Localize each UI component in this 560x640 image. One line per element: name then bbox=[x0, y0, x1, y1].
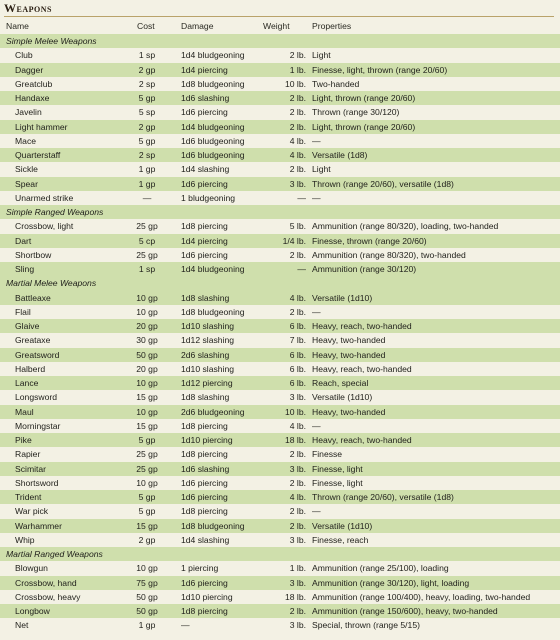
category-row bbox=[0, 205, 560, 219]
category-label: Martial Melee Weapons bbox=[6, 278, 97, 289]
category-row bbox=[0, 34, 560, 48]
table-row bbox=[0, 248, 560, 262]
table-row bbox=[0, 376, 560, 390]
cell-properties: Light, thrown (range 20/60) bbox=[312, 93, 416, 103]
cell-cost: 15 gp bbox=[136, 392, 158, 403]
cell-weight: 4 lb. bbox=[289, 420, 306, 431]
cell-damage: 1d8 slashing bbox=[181, 292, 230, 303]
cell-name: Dart bbox=[15, 235, 32, 246]
cell-cost: 25 gp bbox=[136, 463, 158, 474]
cell-properties: Finesse, thrown (range 20/60) bbox=[312, 235, 427, 246]
cell-damage: 2d6 slashing bbox=[181, 349, 230, 360]
cell-weight: 7 lb. bbox=[289, 335, 306, 346]
cell-damage: 1d4 slashing bbox=[181, 164, 230, 175]
cell-name: Dagger bbox=[15, 64, 44, 75]
cell-properties: Heavy, reach, two-handed bbox=[312, 321, 412, 331]
cell-cost: 50 gp bbox=[136, 591, 158, 602]
table-row bbox=[0, 604, 560, 618]
cell-cost: 5 gp bbox=[138, 435, 156, 445]
cell-properties: Versatile (1d8) bbox=[312, 150, 368, 160]
cell-weight: 18 lb. bbox=[284, 591, 306, 602]
cell-properties: Versatile (1d10) bbox=[312, 392, 373, 403]
cell-weight: 6 lb. bbox=[289, 321, 306, 331]
table-row bbox=[0, 362, 560, 376]
cell-cost: 2 gp bbox=[138, 64, 156, 75]
cell-name: Morningstar bbox=[15, 420, 61, 431]
cell-cost: 5 gp bbox=[138, 492, 156, 502]
cell-weight: 6 lb. bbox=[289, 349, 306, 360]
table-row bbox=[0, 576, 560, 590]
cell-weight: 1/4 lb. bbox=[282, 235, 306, 246]
table-header bbox=[0, 18, 560, 34]
header-damage: Damage bbox=[181, 21, 214, 31]
cell-damage: 1d8 piercing bbox=[181, 420, 228, 431]
cell-cost: 10 gp bbox=[136, 477, 158, 488]
cell-weight: 2 lb. bbox=[289, 107, 306, 118]
cell-damage: 1 bludgeoning bbox=[181, 192, 236, 203]
cell-properties: — bbox=[312, 506, 321, 517]
cell-cost: 20 gp bbox=[136, 363, 158, 374]
cell-weight: 1 lb. bbox=[289, 64, 306, 75]
cell-weight: 5 lb. bbox=[289, 221, 306, 232]
table-row bbox=[0, 162, 560, 176]
cell-name: Longbow bbox=[15, 606, 50, 616]
table-row bbox=[0, 91, 560, 105]
table-row bbox=[0, 476, 560, 490]
category-label: Simple Ranged Weapons bbox=[6, 207, 104, 217]
cell-name: Club bbox=[15, 50, 33, 61]
cell-properties: Ammunition (range 100/400), heavy, loading, two-handed bbox=[312, 591, 531, 602]
cell-cost: 5 gp bbox=[138, 135, 156, 146]
cell-weight: 2 lb. bbox=[289, 121, 306, 132]
cell-weight: 2 lb. bbox=[289, 506, 306, 517]
cell-weight: 3 lb. bbox=[289, 577, 306, 588]
cell-cost: 1 sp bbox=[138, 50, 156, 61]
table-row bbox=[0, 348, 560, 362]
cell-name: Light hammer bbox=[15, 121, 68, 132]
cell-properties: Ammunition (range 30/120) bbox=[312, 264, 417, 274]
cell-properties: Light, thrown (range 20/60) bbox=[312, 121, 416, 132]
cell-weight: 4 lb. bbox=[289, 292, 306, 303]
cell-damage: 1d6 bludgeoning bbox=[181, 135, 245, 146]
cell-weight: 4 lb. bbox=[289, 150, 306, 160]
cell-name: Handaxe bbox=[15, 93, 50, 103]
cell-damage: 1d8 bludgeoning bbox=[181, 520, 245, 531]
cell-weight: — bbox=[297, 264, 306, 274]
cell-name: Greataxe bbox=[15, 335, 51, 346]
cell-name: Crossbow, heavy bbox=[15, 591, 81, 602]
table-row bbox=[0, 262, 560, 276]
cell-name: Shortbow bbox=[15, 249, 52, 260]
title-rule bbox=[4, 16, 554, 17]
cell-damage: 1d4 piercing bbox=[181, 64, 228, 75]
cell-cost: 5 gp bbox=[138, 93, 156, 103]
cell-properties: Heavy, reach, two-handed bbox=[312, 363, 412, 374]
cell-damage: 1d8 piercing bbox=[181, 221, 228, 232]
cell-weight: 3 lb. bbox=[289, 534, 306, 545]
cell-cost: 10 gp bbox=[136, 378, 158, 388]
cell-name: Trident bbox=[15, 492, 42, 502]
cell-damage: 1d4 bludgeoning bbox=[181, 121, 245, 132]
cell-cost: 5 cp bbox=[138, 235, 156, 246]
cell-name: Longsword bbox=[15, 392, 58, 403]
table-row bbox=[0, 490, 560, 504]
cell-properties: Finesse, light, thrown (range 20/60) bbox=[312, 64, 448, 75]
cell-weight: 2 lb. bbox=[289, 449, 306, 460]
table-row bbox=[0, 590, 560, 604]
cell-cost: 1 gp bbox=[138, 164, 156, 175]
cell-cost: 20 gp bbox=[136, 321, 158, 331]
cell-cost: 15 gp bbox=[136, 420, 158, 431]
cell-properties: Heavy, two-handed bbox=[312, 335, 386, 346]
cell-properties: Ammunition (range 80/320), loading, two-handed bbox=[312, 221, 499, 232]
table-row bbox=[0, 134, 560, 148]
cell-damage: 1d6 piercing bbox=[181, 107, 228, 118]
cell-damage: 1d8 piercing bbox=[181, 506, 228, 517]
table-row bbox=[0, 234, 560, 248]
table-row bbox=[0, 390, 560, 404]
cell-properties: Heavy, two-handed bbox=[312, 406, 386, 417]
cell-name: Blowgun bbox=[15, 563, 48, 574]
cell-cost: 25 gp bbox=[136, 449, 158, 460]
cell-properties: Ammunition (range 80/320), two-handed bbox=[312, 249, 466, 260]
cell-damage: 1d6 bludgeoning bbox=[181, 150, 245, 160]
table-row bbox=[0, 533, 560, 547]
cell-damage: 1d10 slashing bbox=[181, 363, 235, 374]
cell-weight: 10 lb. bbox=[284, 406, 306, 417]
cell-properties: Finesse bbox=[312, 449, 343, 460]
cell-name: Scimitar bbox=[15, 463, 47, 474]
cell-properties: — bbox=[312, 420, 321, 431]
table-title: Weapons bbox=[4, 1, 52, 15]
cell-properties: Thrown (range 20/60), versatile (1d8) bbox=[312, 492, 454, 502]
cell-name: Rapier bbox=[15, 449, 41, 460]
cell-damage: 1d6 piercing bbox=[181, 492, 228, 502]
cell-weight: 2 lb. bbox=[289, 306, 306, 317]
cell-cost: 50 gp bbox=[136, 349, 158, 360]
cell-cost: 10 gp bbox=[136, 292, 158, 303]
cell-weight: 2 lb. bbox=[289, 164, 306, 175]
cell-cost: 2 gp bbox=[138, 121, 156, 132]
table-row bbox=[0, 319, 560, 333]
cell-cost: — bbox=[142, 192, 152, 203]
cell-weight: 2 lb. bbox=[289, 477, 306, 488]
cell-name: Unarmed strike bbox=[15, 192, 74, 203]
table-row bbox=[0, 462, 560, 476]
cell-damage: 2d6 bludgeoning bbox=[181, 406, 245, 417]
header-cost: Cost bbox=[137, 21, 155, 31]
table-row bbox=[0, 405, 560, 419]
header-properties: Properties bbox=[312, 21, 352, 31]
cell-damage: 1d10 slashing bbox=[181, 321, 235, 331]
cell-cost: 2 gp bbox=[138, 534, 156, 545]
table-row bbox=[0, 291, 560, 305]
cell-damage: 1 piercing bbox=[181, 563, 219, 574]
cell-cost: 10 gp bbox=[136, 306, 158, 317]
cell-cost: 5 sp bbox=[138, 107, 156, 118]
table-row bbox=[0, 618, 560, 632]
table-row bbox=[0, 433, 560, 447]
table-row bbox=[0, 148, 560, 162]
cell-name: Halberd bbox=[15, 363, 46, 374]
cell-damage: 1d4 bludgeoning bbox=[181, 264, 245, 274]
table-row bbox=[0, 191, 560, 205]
cell-weight: 3 lb. bbox=[289, 620, 306, 631]
table-row bbox=[0, 419, 560, 433]
cell-properties: Thrown (range 30/120) bbox=[312, 107, 400, 118]
cell-properties: Ammunition (range 30/120), light, loading bbox=[312, 577, 470, 588]
table-row bbox=[0, 105, 560, 119]
table-row bbox=[0, 561, 560, 575]
cell-weight: 3 lb. bbox=[289, 178, 306, 189]
table-row bbox=[0, 447, 560, 461]
cell-name: Javelin bbox=[15, 107, 42, 118]
cell-cost: 2 sp bbox=[138, 150, 156, 160]
cell-cost: 30 gp bbox=[136, 335, 158, 346]
category-label: Martial Ranged Weapons bbox=[6, 549, 103, 559]
cell-name: Mace bbox=[15, 135, 37, 146]
cell-properties: — bbox=[312, 135, 321, 146]
cell-weight: 3 lb. bbox=[289, 463, 306, 474]
cell-properties: Finesse, light bbox=[312, 477, 363, 488]
cell-weight: — bbox=[297, 192, 306, 203]
cell-properties: Ammunition (range 150/600), heavy, two-handed bbox=[312, 606, 498, 616]
cell-name: Sickle bbox=[15, 164, 38, 175]
cell-cost: 2 sp bbox=[138, 78, 156, 89]
cell-properties: Heavy, reach, two-handed bbox=[312, 435, 412, 445]
cell-properties: Thrown (range 20/60), versatile (1d8) bbox=[312, 178, 454, 189]
cell-cost: 50 gp bbox=[136, 606, 158, 616]
cell-name: Battleaxe bbox=[15, 292, 51, 303]
cell-damage: 1d4 slashing bbox=[181, 534, 230, 545]
cell-name: Greatclub bbox=[15, 78, 53, 89]
cell-damage: 1d8 slashing bbox=[181, 392, 230, 403]
cell-properties: Light bbox=[312, 50, 331, 61]
table-row bbox=[0, 219, 560, 233]
cell-cost: 25 gp bbox=[136, 221, 158, 232]
cell-weight: 6 lb. bbox=[289, 378, 306, 388]
cell-damage: 1d8 piercing bbox=[181, 606, 228, 616]
table-row bbox=[0, 333, 560, 347]
table-row bbox=[0, 519, 560, 533]
cell-name: Net bbox=[15, 620, 29, 631]
cell-properties: Light bbox=[312, 164, 331, 175]
cell-properties: Reach, special bbox=[312, 378, 369, 388]
cell-properties: Two-handed bbox=[312, 78, 360, 89]
table-row bbox=[0, 177, 560, 191]
table-row bbox=[0, 63, 560, 77]
table-row bbox=[0, 77, 560, 91]
cell-damage: 1d10 piercing bbox=[181, 435, 233, 445]
cell-name: Pike bbox=[15, 435, 32, 445]
cell-damage: 1d4 piercing bbox=[181, 235, 228, 246]
cell-damage: 1d6 piercing bbox=[181, 249, 228, 260]
cell-damage: 1d6 slashing bbox=[181, 93, 230, 103]
cell-cost: 1 gp bbox=[138, 620, 156, 631]
cell-cost: 10 gp bbox=[136, 563, 158, 574]
cell-weight: 3 lb. bbox=[289, 392, 306, 403]
cell-name: Glaive bbox=[15, 321, 40, 331]
cell-properties: Versatile (1d10) bbox=[312, 520, 373, 531]
category-label: Simple Melee Weapons bbox=[6, 36, 97, 46]
cell-name: Shortsword bbox=[15, 477, 59, 488]
category-row bbox=[0, 276, 560, 290]
header-name: Name bbox=[6, 21, 29, 31]
cell-damage: 1d6 piercing bbox=[181, 477, 228, 488]
cell-properties: — bbox=[312, 306, 321, 317]
cell-name: Lance bbox=[15, 378, 39, 388]
cell-weight: 2 lb. bbox=[289, 520, 306, 531]
header-weight: Weight bbox=[263, 21, 290, 31]
cell-weight: 4 lb. bbox=[289, 492, 306, 502]
cell-weight: 2 lb. bbox=[289, 93, 306, 103]
cell-damage: 1d6 slashing bbox=[181, 463, 230, 474]
cell-damage: 1d8 bludgeoning bbox=[181, 306, 245, 317]
category-row bbox=[0, 547, 560, 561]
cell-damage: 1d6 piercing bbox=[181, 577, 228, 588]
table-row bbox=[0, 504, 560, 518]
cell-damage: 1d10 piercing bbox=[181, 591, 233, 602]
cell-weight: 2 lb. bbox=[289, 249, 306, 260]
table-row bbox=[0, 305, 560, 319]
cell-name: Crossbow, light bbox=[15, 221, 74, 232]
table-row bbox=[0, 120, 560, 134]
cell-properties: Ammunition (range 25/100), loading bbox=[312, 563, 449, 574]
cell-name: Greatsword bbox=[15, 349, 60, 360]
cell-cost: 75 gp bbox=[136, 577, 158, 588]
cell-name: Sling bbox=[15, 264, 35, 274]
cell-weight: 2 lb. bbox=[289, 50, 306, 61]
cell-weight: 18 lb. bbox=[284, 435, 306, 445]
cell-cost: 25 gp bbox=[136, 249, 158, 260]
cell-cost: 5 gp bbox=[138, 506, 156, 517]
cell-properties: Special, thrown (range 5/15) bbox=[312, 620, 420, 631]
cell-weight: 6 lb. bbox=[289, 363, 306, 374]
cell-damage: 1d12 slashing bbox=[181, 335, 235, 346]
cell-properties: Finesse, light bbox=[312, 463, 363, 474]
cell-properties: Heavy, two-handed bbox=[312, 349, 386, 360]
cell-weight: 4 lb. bbox=[289, 135, 306, 146]
cell-weight: 10 lb. bbox=[284, 78, 306, 89]
cell-damage: 1d8 piercing bbox=[181, 449, 228, 460]
cell-name: Warhammer bbox=[15, 520, 62, 531]
cell-name: War pick bbox=[15, 506, 49, 517]
cell-properties: Finesse, reach bbox=[312, 534, 369, 545]
cell-name: Quarterstaff bbox=[15, 150, 61, 160]
cell-properties: Versatile (1d10) bbox=[312, 292, 373, 303]
cell-cost: 1 sp bbox=[138, 264, 156, 274]
cell-cost: 1 gp bbox=[138, 178, 156, 189]
cell-cost: 10 gp bbox=[136, 406, 158, 417]
cell-damage: 1d8 bludgeoning bbox=[181, 78, 245, 89]
cell-name: Maul bbox=[15, 406, 34, 417]
cell-damage: 1d6 piercing bbox=[181, 178, 228, 189]
cell-damage: 1d12 piercing bbox=[181, 378, 233, 388]
cell-name: Flail bbox=[15, 306, 31, 317]
cell-cost: 15 gp bbox=[136, 520, 158, 531]
cell-weight: 1 lb. bbox=[289, 563, 306, 574]
cell-name: Whip bbox=[15, 534, 35, 545]
cell-name: Crossbow, hand bbox=[15, 577, 77, 588]
cell-damage: 1d4 bludgeoning bbox=[181, 50, 245, 61]
cell-properties: — bbox=[312, 192, 321, 203]
cell-damage: — bbox=[181, 620, 190, 631]
cell-weight: 2 lb. bbox=[289, 606, 306, 616]
cell-name: Spear bbox=[15, 178, 38, 189]
table-row bbox=[0, 48, 560, 62]
